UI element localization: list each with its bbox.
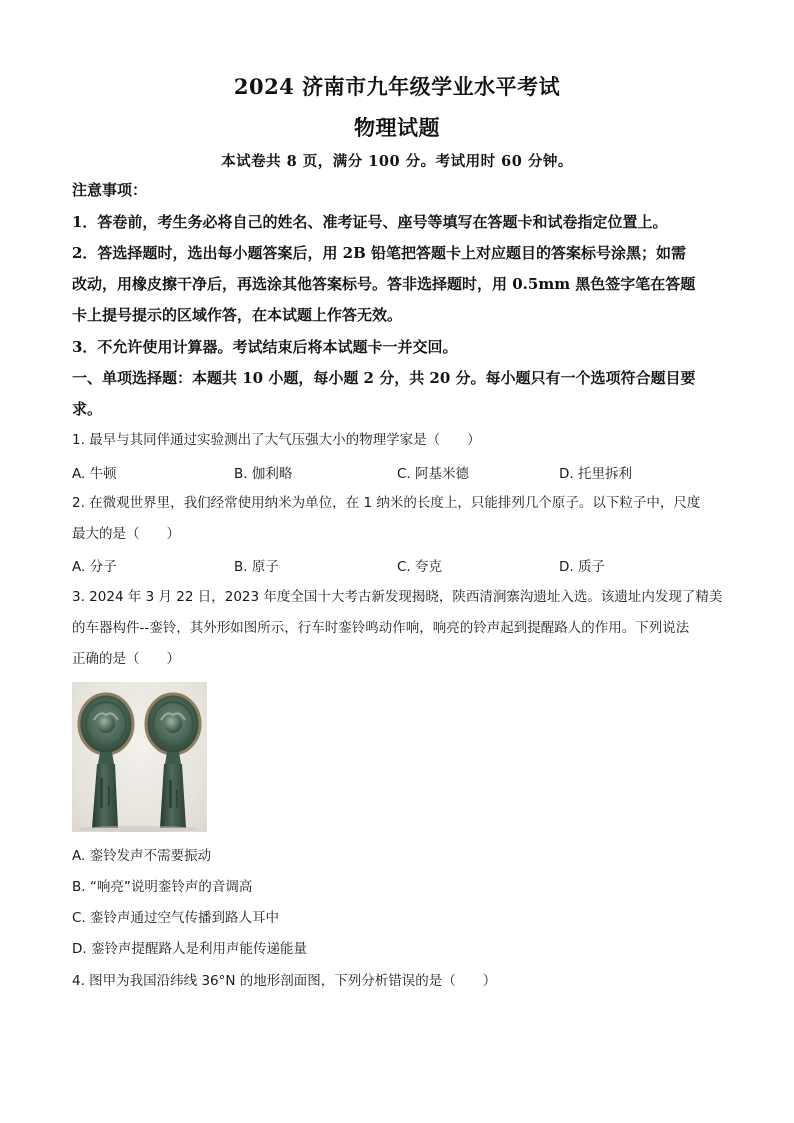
luanling-illustration (72, 682, 207, 832)
question-4-stem: 4. 图甲为我国沿纬线 36°N 的地形剖面图，下列分析错误的是（ ） (72, 973, 497, 989)
notes-heading: 注意事项： (72, 181, 148, 199)
question-1-option-a: A. 牛顿 (72, 466, 117, 482)
question-2-stem-line-2: 最大的是（ ） (72, 526, 180, 542)
question-2-option-b: B. 原子 (234, 559, 279, 575)
question-3-stem-line-3: 正确的是（ ） (72, 651, 180, 667)
note-item-2-line-1: 2．答选择题时，选出每小题答案后，用 2B 铅笔把答题卡上对应题目的答案标号涂黑；如需 (72, 244, 687, 262)
note-item-2-line-3: 卡上提号提示的区域作答，在本试题上作答无效。 (72, 306, 403, 324)
question-3-option-c: C. 銮铃声通过空气传播到路人耳中 (72, 910, 280, 926)
question-1-option-c: C. 阿基米德 (397, 466, 470, 482)
note-item-3: 3．不允许使用计算器。考试结束后将本试题卡一并交回。 (72, 338, 458, 356)
exam-title: 2024 济南市九年级学业水平考试 (233, 74, 561, 99)
luanling-photo (72, 682, 207, 832)
question-2-option-d: D. 质子 (559, 559, 605, 575)
question-1-stem: 1. 最早与其同伴通过实验测出了大气压强大小的物理学家是（ ） (72, 432, 481, 448)
question-3-option-d: D. 銮铃声提醒路人是利用声能传递能量 (72, 941, 307, 957)
subject-title: 物理试题 (354, 115, 440, 140)
question-3-option-a: A. 銮铃发声不需要振动 (72, 848, 212, 864)
section-heading-line-2: 求。 (72, 400, 103, 418)
question-2-option-a: A. 分子 (72, 559, 117, 575)
right-bell (146, 694, 200, 828)
question-2-option-c: C. 夸克 (397, 559, 443, 575)
note-item-2-line-2: 改动，用橡皮擦干净后，再选涂其他答案标号。答非选择题时，用 0.5mm 黑色签字笔在答题 (72, 275, 696, 293)
note-item-1: 1．答卷前，考生务必将自己的姓名、准考证号、座号等填写在答题卡和试卷指定位置上。 (72, 213, 668, 231)
question-1-option-d: D. 托里拆利 (559, 466, 632, 482)
question-3-option-b: B. “响亮”说明銮铃声的音调高 (72, 879, 253, 895)
left-bell (79, 694, 133, 828)
question-3-stem-line-1: 3. 2024 年 3 月 22 日，2023 年度全国十大考古新发现揭晓，陕西清涧寨沟遗址入选。该遗址内发现了精美 (72, 589, 723, 605)
section-heading-line-1: 一、单项选择题：本题共 10 小题，每小题 2 分，共 20 分。每小题只有一个选项符合题目要 (72, 369, 696, 387)
question-3-stem-line-2: 的车器构件--銮铃，其外形如图所示，行车时銮铃鸣动作响，响亮的铃声起到提醒路人的作用。下列说法 (72, 620, 690, 636)
exam-info: 本试卷共 8 页，满分 100 分。考试用时 60 分钟。 (221, 153, 573, 170)
question-2-stem-line-1: 2. 在微观世界里，我们经常使用纳米为单位，在 1 纳米的长度上，只能排列几个原子。以下粒子中，尺度 (72, 495, 701, 511)
question-1-option-b: B. 伽利略 (234, 466, 293, 482)
